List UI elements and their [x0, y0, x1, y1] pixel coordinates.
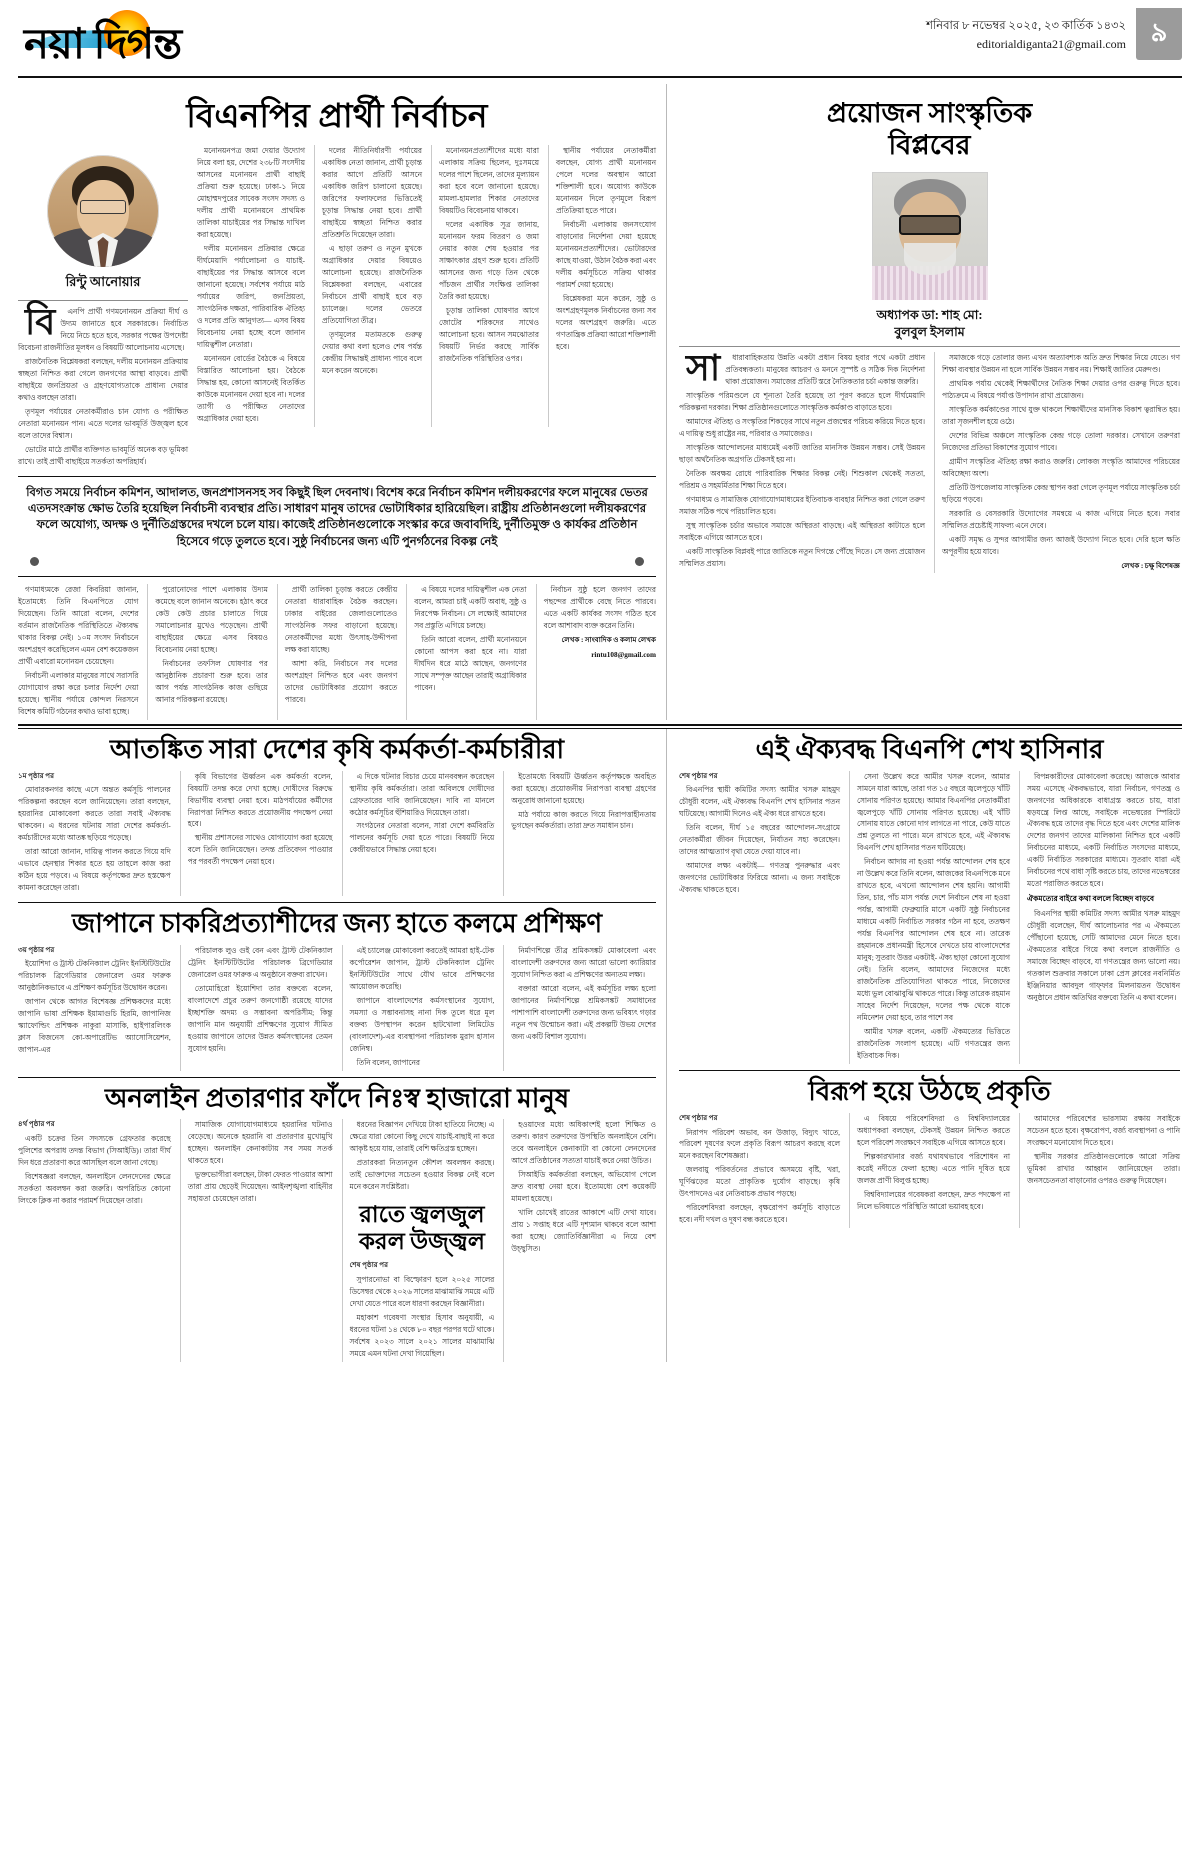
lead-col-0: বি এনপি প্রার্থী গণমনোনয়ন প্রক্রিয়া দীর্ঘ ও উদ্যম জানাতে হবে সরকারকে। নির্বাচিত নিয়ে নিচে হতে হবে, সরকার পক্ষের উপদেষ্টা বিবেচনা রাজনীতির মূলধন ও বিষয়টি আলোচনায় এসেছে। রাজনৈতিক বিশ্লেষকরা বলছেন, দলীয় মনোনয়ন প্রক্রিয়ায় স্বচ্ছতা নিশ্চিত করা গেলে জনগণের আস্থা বাড়বে। প্রার্থী বাছাইয়ে জনপ্রিয়তা ও গ্রহণযোগ্যতাকে প্রাধান্য দেয়ার কথাও বলছেন তারা। তৃণমূল পর্যায়ের নেতাকর্মীরাও চান যোগ্য ও পরীক্ষিত নেতারা মনোনয়ন পান। এতে দলের ভাবমূর্তি উজ্জ্বল হবে বলে তাদের বিশ্বাস। ভোটের মাঠে প্রার্থীর ব্যক্তিগত ভাবমূর্তি অনেক বড় ভূমিকা রাখে। তাই প্রার্থী বাছাইয়ে সতর্কতা অপরিহার্য।: [18, 301, 188, 466]
lead-headline: বিএনপির প্রার্থী নির্বাচন: [186, 99, 488, 135]
nature-cont-label: শেষ পৃষ্ঠার পর: [679, 1113, 718, 1122]
nature-col-1: এ বিষয়ে পরিবেশবিদরা ও বিশ্ববিদ্যালয়ের অধ্যাপকরা বলছেন, টেকসই উন্নয়ন নিশ্চিত করতে হলে পরিবেশ সংরক্ষণে সবাইকে এগিয়ে আসতে হবে। শিল্পকারখানার বর্জ্য যথাযথভাবে পরিশোধন না করেই নদীতে ফেলা হচ্ছে। এতে পানি দূষিত হয়ে জলজ প্রাণী বিলুপ্ত হচ্ছে। বিশ্ববিদ্যালয়ের গবেষকরা বলছেন, দ্রুত পদক্ষেপ না নিলে ভবিষ্যতে পরিস্থিতি আরো ভয়াবহ হবে।: [849, 1113, 1010, 1229]
side-col-0: সা ধারাবাহিকতায় উন্নতি একটা প্রধান বিষয় হবার পথে একটা প্রধান প্রতিবন্ধকতা। মানুষের আচরণ ও মননে সুস্পষ্ট ও সঠিক দিক নির্দেশনা থাকা প্রয়োজন। সমাজের প্রতিটি স্তরে নৈতিকতার চর্চা একান্ত জরুরি। সাংস্কৃতিক পরিমণ্ডলে যে শূন্যতা তৈরি হয়েছে তা পূরণ করতে হলে দীর্ঘমেয়াদি পরিকল্পনা দরকার। শিক্ষা প্রতিষ্ঠানগুলোতে সাংস্কৃতিক কর্মকাণ্ড বাড়াতে হবে। আমাদের ঐতিহ্য ও সংস্কৃতির শিকড়ের সাথে নতুন প্রজন্মের পরিচয় করিয়ে দিতে হবে। এ দায়িত্ব শুধু রাষ্ট্রের নয়, পরিবার ও সমাজেরও। সাংস্কৃতিক আন্দোলনের মাধ্যমেই একটি জাতির মানসিক উন্নয়ন সম্ভব। সেই উন্নয়ন ছাড়া অর্থনৈতিক অগ্রগতি টেকসই হয় না। নৈতিক অবক্ষয় রোধে পারিবারিক শিক্ষার বিকল্প নেই। শিশুকাল থেকেই সততা, পরিশ্রম ও সহমর্মিতার শিক্ষা দিতে হবে। গণমাধ্যম ও সামাজিক যোগাযোগমাধ্যমের ইতিবাচক ব্যবহার নিশ্চিত করা গেলে তরুণ সমাজ সঠিক পথে পরিচালিত হবে। সুস্থ সাংস্কৃতিক চর্চার অভাবে সমাজে অস্থিরতা বাড়ছে। এই অস্থিরতা কাটাতে হলে সবাইকে এগিয়ে আসতে হবে। একটি সাংস্কৃতিক বিপ্লবই পারে জাতিকে নতুন দিগন্তে পৌঁছে দিতে। সে জন্য প্রয়োজন সম্মিলিত প্রয়াস।: [679, 348, 925, 569]
side-col-1: সমাজকে গড়ে তোলার জন্য এখন অত্যাবশ্যক অতি দ্রুত শিক্ষার নিয়ে যেতে। গণ শিক্ষা ব্যবস্থার উন্নয়ন না হলে সার্বিক উন্নয়ন সম্ভব নয়। শিক্ষাই জাতির মেরুদণ্ড। প্রাথমিক পর্যায় থেকেই শিক্ষার্থীদের নৈতিক শিক্ষা দেয়ার ওপর গুরুত্ব দিতে হবে। পাঠ্যক্রমে এ বিষয়ে পর্যাপ্ত উপাদান রাখা প্রয়োজন। সাংস্কৃতিক কর্মকাণ্ডের সাথে যুক্ত থাকলে শিক্ষার্থীদের মানসিক বিকাশ ত্বরান্বিত হয়। তারা সৃজনশীল হয়ে ওঠে। দেশের বিভিন্ন অঞ্চলে সাংস্কৃতিক কেন্দ্র গড়ে তোলা দরকার। সেখানে তরুণরা নিজেদের প্রতিভা বিকাশের সুযোগ পাবে। গ্রামীণ সংস্কৃতির ঐতিহ্য রক্ষা করাও জরুরি। লোকজ সংস্কৃতি আমাদের পরিচয়ের অবিচ্ছেদ্য অংশ। প্রতিটি উপজেলায় সাংস্কৃতিক কেন্দ্র স্থাপন করা গেলে তৃণমূল পর্যায়ে সাংস্কৃতিক চর্চা ছড়িয়ে পড়বে। সরকারি ও বেসরকারি উদ্যোগের সমন্বয়ে এ কাজ এগিয়ে নিতে হবে। সবার সম্মিলিত প্রচেষ্টাই সাফল্য এনে দেবে। একটি সমৃদ্ধ ও সুন্দর আগামীর জন্য আজই উদ্যোগ নিতে হবে। দেরি হলে ক্ষতি অপূরণীয় হয়ে যাবে। লেখক : চক্ষু বিশেষজ্ঞ: [934, 352, 1180, 572]
fraud-cont-label: ৪র্থ পৃষ্ঠার পর: [18, 1120, 55, 1129]
japan-col-1: পরিচালক লুও গুই বেন এবং ট্রাস্ট টেকনিক্যাল ট্রেনিং ইনস্টিটিউটের পরিচালক ব্রিগেডিয়ার জেনারেল ওমর ফারুক এ অনুষ্ঠানে বক্তব্য রাখেন। তোমোহিরো ইয়োশিদা তার বক্তব্যে বলেন, বাংলাদেশে প্রচুর তরুণ জনগোষ্ঠী রয়েছে যাদের ইচ্ছাশক্তি অদম্য ও সম্ভাবনা অপরিসীম; কিন্তু জাপানি মান অনুযায়ী প্রশিক্ষণের সুযোগ সীমিত হওয়ায় জাপানে তাদের উন্নত কর্মসংস্থানের তেমন সুযোগ হয়নি।: [180, 945, 333, 1071]
side-headline-line2: বিপ্লবের: [888, 129, 971, 160]
masthead: [18, 0, 1182, 72]
lead-pullquote-text: বিগত সময়ে নির্বাচন কমিশন, আদালত, জনপ্রশাসনসহ সব কিছুই ছিল দেবনাথ। বিশেষ করে নির্বাচন কমিশন দলীয়করণের ফলে মানুষের ভেতর এতদসংক্রান্ত ক্ষোভ তৈরি হয়েছিল নির্বাচনী ব্যবস্থার প্রতি। সাধারণ মানুষ তাদের ভোটাধিকার হারিয়েছিল। রাষ্ট্রীয় প্রতিষ্ঠানগুলো দলীয়করণের ফলে অযোগ্য, অদক্ষ ও দুর্নীতিগ্রস্তদের দখলে চলে যায়। কাজেই প্রতিষ্ঠানগুলোকে সংস্কার করে জবাবদিহি, দুর্নীতিমুক্ত ও কার্যকর প্রতিষ্ঠান হিসেবে গড়ে তুলতে হবে। সুষ্ঠু নির্বাচনের জন্য এটি পুনর্গঠনের বিকল্প নেই: [26, 486, 648, 548]
section-nature: [679, 1077, 1180, 1228]
editorial-email[interactable]: editorialdiganta21@gmail.com: [976, 37, 1126, 52]
fraud-col-1: সামাজিক যোগাযোগমাধ্যমে হয়রানির ঘটনাও বেড়েছে। অনেকে হয়রানি বা প্রতারণার মুখোমুখি হচ্ছেন। অনলাইন কেনাকাটায় সব সময় সতর্ক থাকতে হবে। ভুক্তভোগীরা বলছেন, টাকা ফেরত পাওয়ার আশা তারা প্রায় ছেড়েই দিয়েছেন। আইনশৃঙ্খলা বাহিনীর সহায়তা চেয়েছেন তারা।: [180, 1119, 333, 1362]
dot-icon-left: [30, 557, 39, 566]
lead-article: [18, 84, 666, 720]
lead-lower-col-1: পুরোনোদের পাশে এলাকায় উদ্যম কমেছে বলে জানান অনেকে। হঠাৎ করে কেউ কেউ প্রচার চালাতে গিয়ে সমালোচনার মুখেও পড়েছেন। প্রার্থী বাছাইয়ের ক্ষেত্রে এসব বিষয়ও বিবেচনায় নেয়া হচ্ছে। নির্বাচনের তফসিল ঘোষণার পর আনুষ্ঠানিক প্রচারণা শুরু হবে। তার আগ পর্যন্ত সাংগঠনিক কাজ গুছিয়ে আনার পরিকল্পনা রয়েছে।: [147, 584, 267, 720]
page-number-badge: ৯: [1136, 8, 1182, 60]
bnp-subhead: ঐকমত্যের বাইরে কথা বললে বিচ্ছেদ বাড়বে: [1027, 894, 1155, 904]
lead-col-1: মনোনয়নপত্র জমা দেয়ার উদ্যোগ নিয়ে বলা হয়, দেশের ২৩৮টি সংসদীয় আসনের মনোনয়ন প্রার্থী বাছাই প্রক্রিয়া শুরু হয়েছে। ঢাকা-১ নিয়ে মোহাম্মদপুরের সাবেক সংসদ সদস্য ও দলীয় প্রার্থী মনোনয়নে প্রাথমিক তালিকা যাচাইয়ের পর সিদ্ধান্ত দাখিল করা হয়েছে। দলীয় মনোনয়ন প্রক্রিয়ার ক্ষেত্রে দীর্ঘমেয়াদি পর্যালোচনা ও যাচাই-বাছাইয়ের পর সিদ্ধান্ত আসবে বলে জানানো হয়েছে। সর্বশেষ পর্যায়ে মাঠ পর্যায়ের জরিপ, জনপ্রিয়তা, সাংগঠনিক দক্ষতা, পারিবারিক ঐতিহ্য ও দলের প্রতি আনুগত্য— এসব বিষয় বিবেচনায় নেয়া হচ্ছে বলে জানান দায়িত্বশীল নেতারা। মনোনয়ন বোর্ডের বৈঠকে এ বিষয়ে বিস্তারিত আলোচনা হয়। বৈঠকে সিদ্ধান্ত হয়, কোনো আসনেই বিতর্কিত কাউকে মনোনয়ন দেয়া হবে না। দলের ত্যাগী ও পরীক্ষিত নেতাদের অগ্রাধিকার দেয়া হবে।: [197, 145, 305, 423]
japan-col-3: নির্মাণশিল্পে তীব্র শ্রমিকসঙ্কট মোকাবেলা এবং বাংলাদেশী তরুণদের জন্য আরো ভালো ক্যারিয়ার সুযোগ নিশ্চিত করা এ প্রশিক্ষণের অন্যতম লক্ষ্য। বক্তারা আরো বলেন, এই কর্মসূচির লক্ষ্য হলো জাপানের নির্মাণশিল্পে শ্রমিকসঙ্কট সমাধানের পাশাপাশি বাংলাদেশী তরুণদের জন্য ভবিষ্যৎ গড়ার নতুন পথ উন্মোচন করা। এই প্রকল্পটি উভয় দেশের জন্য একটি বিশাল সুযোগ।: [503, 945, 656, 1071]
section-online-fraud-title[interactable]: অনলাইন প্রতারণার ফাঁদে নিঃস্ব হাজারো মানুষ: [104, 1083, 570, 1113]
section-bnp-hasina: [679, 735, 1180, 1064]
agri-col-2: এ দিকে ঘটনার বিচার চেয়ে মানববন্ধন করেছেন স্থানীয় কৃষি কর্মকর্তারা। তারা অবিলম্বে দোষীদের গ্রেফতারের দাবি জানিয়েছেন। দাবি না মানলে কঠোর কর্মসূচির হুঁশিয়ারিও দিয়েছেন তারা। সংগঠনের নেতারা বলেন, সারা দেশে কর্মবিরতি পালনের কর্মসূচি দেয়া হতে পারে। বিষয়টি নিয়ে কেন্দ্রীয়ভাবে সিদ্ধান্ত নেয়া হবে।: [342, 771, 495, 897]
lead-pullquote: [18, 476, 656, 577]
issue-date: শনিবার ৮ নভেম্বর ২০২৫, ২৩ কার্তিক ১৪৩২: [926, 20, 1126, 32]
side-article: [666, 84, 1180, 720]
section-online-fraud: [18, 1084, 656, 1362]
section-nature-title[interactable]: বিরূপ হয়ে উঠছে প্রকৃতি: [808, 1077, 1051, 1107]
lead-col-2: দলের নীতিনির্ধারণী পর্যায়ের একাধিক নেতা জানান, প্রার্থী চূড়ান্ত করার আগে প্রতিটি আসনে একাধিক জরিপ চালানো হয়েছে। জরিপের ফলাফলের ভিত্তিতেই চূড়ান্ত সিদ্ধান্ত নেয়া হবে। প্রার্থী বাছাইয়ে স্বচ্ছতা নিশ্চিত করার প্রতিশ্রুতি দিয়েছেন তারা। এ ছাড়া তরুণ ও নতুন মুখকে অগ্রাধিকার দেয়ার বিষয়েও আলোচনা হয়েছে। রাজনৈতিক বিশ্লেষকরা বলছেন, এবারের নির্বাচনে প্রার্থী বাছাই হবে বড় চ্যালেঞ্জ। দলের ভেতরে প্রতিযোগিতা তীব্র। তৃণমূলের মতামতকে গুরুত্ব দেয়ার কথা বলা হলেও শেষ পর্যন্ত কেন্দ্রীয় সিদ্ধান্তই প্রাধান্য পাবে বলে মনে করেন অনেকে।: [314, 145, 422, 427]
lower-right-stack: [666, 729, 1180, 1362]
bnp-col-0: শেষ পৃষ্ঠার পর বিএনপির স্থায়ী কমিটির সদস্য আমীর খসরু মাহমুদ চৌধুরী বলেন, এই ঐক্যবদ্ধ বিএনপি শেখ হাসিনার পতন ঘটিয়েছে। আগামী দিনেও এই ঐক্য ধরে রাখতে হবে। তিনি বলেন, দীর্ঘ ১৫ বছরের আন্দোলন-সংগ্রামে নেতাকর্মীরা জীবন দিয়েছেন, নির্যাতন সহ্য করেছেন। তাদের আত্মত্যাগ বৃথা যেতে দেয়া যাবে না। আমাদের লক্ষ্য একটাই— গণতন্ত্র পুনরুদ্ধার এবং জনগণের ভোটাধিকার ফিরিয়ে আনা। এ জন্য সবাইকে ঐক্যবদ্ধ থাকতে হবে।: [679, 771, 840, 895]
side-author-block: [679, 172, 1180, 341]
section-agri: [18, 735, 656, 896]
section-bnp-hasina-title[interactable]: এই ঐক্যবদ্ধ বিএনপি শেখ হাসিনার: [755, 734, 1104, 764]
section-agri-title[interactable]: আতঙ্কিত সারা দেশের কৃষি কর্মকর্তা-কর্মচারীরা: [109, 734, 565, 764]
fraud-col-0: ৪র্থ পৃষ্ঠার পর একটি চক্রের তিন সদস্যকে গ্রেফতার করেছে পুলিশের অপরাধ তদন্ত বিভাগ (সিআইডি)। তারা দীর্ঘ দিন ধরে প্রতারণা করে আসছিল বলে জানা গেছে। বিশেষজ্ঞরা বলছেন, অনলাইনে লেনদেনের ক্ষেত্রে সতর্কতা অবলম্বন করা জরুরি। অপরিচিত কোনো লিংকে ক্লিক না করার পরামর্শ দিয়েছেন তারা।: [18, 1120, 171, 1205]
side-signoff-label: লেখক : চক্ষু বিশেষজ্ঞ: [1121, 562, 1180, 571]
bnp-col-1: সেনা উল্লেখ করে আমীর খসরু বলেন, আমার সামনে যারা আছে, তারা গত ১৫ বছরে জ্বলেপুড়ে খাঁটি সোনায় পরিণত হয়েছে। আমার বিএনপির নেতাকর্মীরা জ্বলেপুড়ে খাঁটি সোনায় পরিণত হয়েছে। এই খাঁটি সোনায় যাতে কোনো দাগ লাগতে না পারে, কেউ যাতে প্রশ্ন তুলতে না পারে। মনে রাখতে হবে, এই ঐক্যবদ্ধ বিএনপি শেখ হাসিনার পতন ঘটিয়েছে। নির্বাচন আদায় না হওয়া পর্যন্ত আন্দোলন শেষ হবে না উল্লেখ করে তিনি বলেন, আজকের বিএনপিকে মনে রাখতে হবে, এখনো আন্দোলন শেষ হয়নি। আগামী তিন, চার, পাঁচ মাস পর্যন্ত দেশে নির্বাচন শেষ না হওয়া পর্যন্ত, আগামী ফেব্রুয়ারি মাসে একটি সুষ্ঠু নির্বাচনের মাধ্যমে একটি নির্বাচিত সরকার গঠন না হবে, ততক্ষণ পর্যন্ত বিএনপির আন্দোলন শেষ হবে না। তারেক রহমানকে প্রধানমন্ত্রী হিসেবে দেখতে চায় বাংলাদেশের মানুষ; সুতরাং উত্তর একটাই- ঐক্য ছাড়া কোনো সুযোগ নেই। তিনি বলেন, আমাদের নিজেদের মধ্যে রাজনৈতিক প্রতিযোগিতা থাকতে পারে, নিজেদের মধ্যে ভুল বোঝাবুঝি থাকতে পারে। কিন্তু তারেক রহমান সাহেব নির্দেশ দিয়েছেন, দলের পক্ষ থেকে যাকে নমিনেশন দেয়া হবে, তার পাশে সব আমীর খসরু বলেন, একটি ঐকমত্যের ভিত্তিতে রাজনৈতিক সংলাপ হয়েছে। এটি গণতন্ত্রের জন্য ইতিবাচক দিক।: [849, 771, 1010, 1065]
nature-col-0: শেষ পৃষ্ঠার পর নিরাপদ পরিবেশ অভাব, বন উজাড়, বিদ্যুৎ খাতে, পরিবেশ দূষণের ফলে প্রকৃতি বিরূপ আচরণ করছে বলে মনে করছেন বিশেষজ্ঞরা। জলবায়ু পরিবর্তনের প্রভাবে অসময়ে বৃষ্টি, খরা, ঘূর্ণিঝড়ের মতো প্রাকৃতিক দুর্যোগ বাড়ছে। কৃষি উৎপাদনেও এর নেতিবাচক প্রভাব পড়ছে। পরিবেশবিদরা বলছেন, বৃক্ষরোপণ কর্মসূচি বাড়াতে হবে। নদী দখল ও দূষণ বন্ধ করতে হবে।: [679, 1113, 840, 1225]
lead-lower-col-4: নির্বাচন সুষ্ঠু হলে জনগণ তাদের পছন্দের প্রার্থীকে বেছে নিতে পারবে। এতে একটি কার্যকর সংসদ গঠিত হবে বলে আশাবাদ ব্যক্ত করেন তিনি। লেখক : সাংবাদিক ও কলাম লেখক rintu108@gmail.com: [536, 584, 656, 720]
nature-col-2: আমাদের পরিবেশের ভারসাম্য রক্ষায় সবাইকে সচেতন হতে হবে। বৃক্ষরোপণ, বর্জ্য ব্যবস্থাপনা ও পানি সংরক্ষণে মনোযোগ দিতে হবে। স্থানীয় সরকার প্রতিষ্ঠানগুলোকে আরো সক্রিয় ভূমিকা রাখার আহ্বান জানিয়েছেন তারা। জনসচেতনতা বাড়ানোর ওপরও গুরুত্ব দিয়েছেন।: [1019, 1113, 1180, 1229]
lead-lower-col-2: প্রার্থী তালিকা চূড়ান্ত করতে কেন্দ্রীয় নেতারা ধারাবাহিক বৈঠক করছেন। ঢাকার বাইরের জেলাগুলোতেও সাংগঠনিক সফর বাড়ানো হয়েছে। নেতাকর্মীদের মধ্যে উৎসাহ-উদ্দীপনা লক্ষ করা যাচ্ছে। আশা করি, নির্বাচনে সব দলের অংশগ্রহণ নিশ্চিত হবে এবং জনগণ তাদের ভোটাধিকার প্রয়োগ করতে পারবে।: [277, 584, 397, 720]
bnp-col-2: বিপন্নকারীদের মোকাবেলা করেছে। আজকে আবার সময় এসেছে ঐকবদ্ধভাবে, যারা নির্বাচন, গণতন্ত্র ও জনগণের অধিকারকে বাধাগ্রস্ত করতে চায়, যারা ষড়যন্ত্রে লিপ্ত আছে, সবাইকে নভেম্বরের স্পিরিটে ঐক্যবদ্ধ হয়ে তাদের বৃদ্ধ দিতে হবে এবং দেশের মালিক দেশের জনগণ তাদের মালিকানা নিশ্চিত হবে একটি নির্বাচনের মাধ্যমে, একটি নির্বাচিত সংসদের মাধ্যমে, একটি নির্বাচিত সরকারের মাধ্যমে। সুতরাং যারা এই নির্বাচনের পথে বাধা সৃষ্টি করতে চায়, তাদের নভেম্বরের মতো পরাজিত করতে হবে। ঐকমত্যের বাইরে কথা বললে বিচ্ছেদ বাড়বে বিএনপির স্থায়ী কমিটির সদস্য আমীর খসরু মাহমুদ চৌধুরী বলেছেন, দীর্ঘ আলোচনার পর এ ঐকমত্যে পৌঁছানো হয়েছে, সেটি আমাদের মেনে নিতে হবে। ঐকমত্যের বাইরে গিয়ে কথা বললে রাজনীতি ও সমাজে বিচ্ছেদ বাড়বে, যা গণতন্ত্রের জন্য ভালো নয়। গতকাল শুক্রবার সকালে ঢাকা প্রেস ক্লাবের নবনির্মিত ইঞ্জিনিয়ার আবদুল গাফ্ফার মিলনায়তন উদ্বোধন অনুষ্ঠানে প্রধান অতিথির বক্তব্যে তিনি এ কথা বলেন।: [1019, 771, 1180, 1065]
side-dropcap: সা: [686, 348, 721, 389]
lead-lower-col-3: এ বিষয়ে দলের দায়িত্বশীল এক নেতা বলেন, আমরা চাই একটি অবাধ, সুষ্ঠু ও নিরপেক্ষ নির্বাচন। সে লক্ষ্যেই আমাদের সব প্রস্তুতি এগিয়ে চলছে। তিনি আরো বলেন, প্রার্থী মনোনয়নে কোনো আপস করা হবে না। যারা দীর্ঘদিন ধরে মাঠে আছেন, জনগণের সাথে সম্পৃক্ত আছেন তারাই অগ্রাধিকার পাবেন।: [406, 584, 526, 720]
lead-col-3: মনোনয়নপ্রত্যাশীদের মধ্যে যারা এলাকায় সক্রিয় ছিলেন, দুঃসময়ে দলের পাশে ছিলেন, তাদের মূল্যায়ন করা হবে বলে জানানো হয়েছে। মামলা-হামলার শিকার নেতাদের বিষয়টিও বিবেচনায় থাকবে। দলের একাধিক সূত্র জানায়, মনোনয়ন ফরম বিতরণ ও জমা নেয়ার কাজ শেষ হওয়ার পর সাক্ষাৎকার গ্রহণ শুরু হবে। প্রতিটি আসনের জন্য গড়ে তিন থেকে পাঁচজন প্রার্থীর সংক্ষিপ্ত তালিকা তৈরি করা হয়েছে। চূড়ান্ত তালিকা ঘোষণার আগে জোটের শরিকদের সাথেও আলোচনা হবে। আসন সমঝোতার বিষয়টি নির্ভর করছে সার্বিক রাজনৈতিক পরিস্থিতির ওপর।: [431, 145, 539, 427]
night-cont-label: শেষ পৃষ্ঠার পর: [349, 1261, 389, 1270]
lead-author-photo: [47, 155, 159, 267]
top-section: [18, 78, 1182, 720]
agri-col-0: ১ম পৃষ্ঠার পর মোবারকনগর কাছে এসে অন্তত কর্মসূচি পালনের পরিকল্পনা করছেন বলে জানিয়েছেন। তারা বলছেন, হয়রানির মোকাবেলা করতে তারা সবাই ঐক্যবদ্ধ থাকবেন। এ ধরনের ঘটনায় সারা দেশের কর্মকর্তা-কর্মচারীদের মধ্যে আতঙ্ক ছড়িয়ে পড়েছে। তারা আরো জানান, দায়িত্ব পালন করতে গিয়ে যদি এভাবে হেনস্থার শিকার হতে হয় তাহলে কাজ করা কঠিন হয়ে পড়বে। এ বিষয়ে কর্তৃপক্ষের দ্রুত হস্তক্ষেপ কামনা করেছেন তারা।: [18, 771, 171, 893]
side-author-name-line1: অধ্যাপক ডা: শাহ মো:: [876, 307, 983, 322]
dot-icon-right: [635, 557, 644, 566]
lead-dropcap: বি: [25, 301, 56, 342]
lower-sections: [18, 729, 1182, 1362]
japan-cont-label: ৩য় পৃষ্ঠার পর: [18, 945, 55, 954]
section-night-light-title[interactable]: রাতে জ্বলজুল করল উজ্জ্বল: [358, 1202, 485, 1255]
bnp-cont-label: শেষ পৃষ্ঠার পর: [679, 771, 718, 780]
lower-left-stack: [18, 729, 666, 1362]
section-japan: [18, 909, 656, 1071]
section-japan-title[interactable]: জাপানে চাকরিপ্রত্যাশীদের জন্য হাতে কলমে প্রশিক্ষণ: [71, 909, 603, 939]
lead-lower-col-0: গণমাধ্যমকে রেজা কিবরিয়া জানান, ইতোমধ্যে তিনি বিএনপিতে যোগ দিয়েছেন। তিনি আরো বলেন, দেশের বর্তমান রাজনৈতিক পরিস্থিতিতে ঐক্যবদ্ধ থাকার বিকল্প নেই। ১০ম সংসদ নির্বাচনে অংশগ্রহণ করেছিলেন এমন বেশ কয়েকজন প্রার্থী এবারো মনোনয়ন চেয়েছেন। নির্বাচনী এলাকার মানুষের সাথে সরাসরি যোগাযোগ রক্ষা করে চলার নির্দেশ দেয়া হয়েছে। স্থানীয় পর্যায়ে কোন্দল নিরসনে বিশেষ কমিটি গঠনের কথাও ভাবা হচ্ছে।: [18, 585, 139, 716]
side-author-photo: [872, 172, 988, 300]
publication-logo[interactable]: [18, 8, 348, 68]
mid-page-rule: [18, 724, 1182, 726]
side-columns: [679, 348, 1180, 572]
agri-col-3: ইতোমধ্যে বিষয়টি ঊর্ধ্বতন কর্তৃপক্ষকে অবহিত করা হয়েছে। প্রয়োজনীয় নিরাপত্তা ব্যবস্থা গ্রহণের অনুরোধ জানানো হয়েছে। মাঠ পর্যায়ে কাজ করতে গিয়ে নিরাপত্তাহীনতায় ভুগছেন কর্মকর্তারা। তারা দ্রুত সমাধান চান।: [503, 771, 656, 897]
lead-upper-columns: [197, 145, 656, 470]
japan-col-0: ৩য় পৃষ্ঠার পর ইয়োশিদা ও ট্রাস্ট টেকনিক্যাল ট্রেনিং ইনস্টিটিউটের পরিচালক ব্রিগেডিয়ার জেনারেল ওমর ফারুক আনুষ্ঠানিকভাবে এ প্রশিক্ষণ কর্মসূচির উদ্বোধন করেন। জাপান থেকে আগত বিশেষজ্ঞ প্রশিক্ষকদের মধ্যে জাপানি ভাষা প্রশিক্ষক ইয়ামাগুচি হিরমি, জাপানিজ স্ক্যাফোল্ডিং প্রশিক্ষক নাকুরা মাসাকি, হাইপারলিংক ক্লাস বিজনেস কো-অপারেটিভ অ্যাসোসিয়েশন, জাপান-এর: [18, 945, 171, 1055]
lead-signoff-label: লেখক : সাংবাদিক ও কলাম লেখক: [561, 635, 656, 644]
japan-col-2: এই চ্যালেঞ্জ মোকাবেলা করতেই আমরা হাই-টেক কর্পোরেশন জাপান, ট্রাস্ট টেকনিক্যাল ট্রেনিং ইনস্টিটিউটের সাথে যৌথ ভাবে প্রশিক্ষণের আয়োজন করেছি। জাপানে বাংলাদেশের কর্মসংস্থানের সুযোগ, সমস্যা ও সম্ভাবনাসহ নানা দিক তুলে ধরে মূল বক্তব্য উপস্থাপন করেন হাটখোলা লিমিটেড (বাংলাদেশ)-এর ব্যবস্থাপনা পরিচালক মুরাদ হাসান জেনিম্ব। তিনি বলেন, জাপানের: [342, 945, 495, 1071]
side-headline-line1: প্রয়োজন সাংস্কৃতিক: [826, 98, 1033, 128]
fraud-col-3: হওয়াদের মধ্যে অধিকাংশই হলো শিক্ষিত ও তরুণ। কারণ তরুণদের উপস্থিতি অনলাইনে বেশি। তবে অনলাইনে কেনাকাটা বা কোনো লেনদেনের আগে প্রতিষ্ঠানের সত্যতা যাচাই করে নেয়া উচিত। সিআইডি কর্মকর্তারা বলছেন, অভিযোগ পেলে দ্রুত ব্যবস্থা নেয়া হবে। ইতোমধ্যে বেশ কয়েকটি মামলা হয়েছে। খালি চোখেই রাতের আকাশে এটি দেখা যাবে। প্রায় ১ সপ্তাহ ধরে এটি দৃশ্যমান থাকবে বলে আশা করা হচ্ছে। জ্যোতির্বিজ্ঞানীরা এ নিয়ে বেশ উচ্ছ্বসিত।: [503, 1119, 656, 1362]
lead-author-block: [18, 155, 188, 294]
masthead-meta: [926, 8, 1182, 60]
pullquote-dots: [22, 557, 652, 566]
fraud-col-2: ধরনের বিজ্ঞাপন দেখিয়ে টাকা হাতিয়ে নিচ্ছে। এ ক্ষেত্রে যারা কোনো কিছু দেখে যাচাই-বাছাই না করে আকৃষ্ট হয়ে যায়, তারাই বেশি ক্ষতিগ্রস্ত হচ্ছেন। প্রতারকরা নিত্যনতুন কৌশল অবলম্বন করছে। তাই ভোক্তাদের সচেতন হওয়ার বিকল্প নেই বলে মনে করেন সংশ্লিষ্টরা। রাতে জ্বলজুল করল উজ্জ্বল শেষ পৃষ্ঠার পর সুপারনোভা বা বিস্ফোরণ হলে ২০২৫ সালের ডিসেম্বর থেকে ২০২৬ সালের মাঝামাঝি সময়ে এটি দেখা যেতে পারে বলে ধারণা করছেন বিজ্ঞানীরা। মহাকাশ গবেষণা সংস্থার হিসাব অনুযায়ী, এ ধরনের ঘটনা ১৪ থেকে ৮০ বছর পরপর ঘটে থাকে। সর্বশেষ ২০২৩ সালে ২০২১ সালের মাঝামাঝি সময়ে এমন ঘটনা দেখা গিয়েছিল।: [342, 1119, 495, 1362]
side-author-name-line2: বুলবুল ইসলাম: [894, 324, 965, 339]
agri-cont-label: ১ম পৃষ্ঠার পর: [18, 771, 55, 780]
lead-author-name: রিন্টু আনোয়ার: [65, 273, 141, 289]
lead-col-4: স্থানীয় পর্যায়ের নেতাকর্মীরা বলছেন, যোগ্য প্রার্থী মনোনয়ন পেলে দলের অবস্থান আরো শক্তিশালী হবে। অযোগ্য কাউকে মনোনয়ন দিলে তৃণমূলে বিরূপ প্রতিক্রিয়া হতে পারে। নির্বাচনী এলাকায় জনসংযোগ বাড়ানোর নির্দেশনা দেয়া হয়েছে মনোনয়নপ্রত্যাশীদের। ভোটারদের কাছে যাওয়া, উঠান বৈঠক করা এবং দলীয় কর্মসূচিতে সক্রিয় থাকার পরামর্শ দেয়া হয়েছে। বিশ্লেষকরা মনে করেন, সুষ্ঠু ও অংশগ্রহণমূলক নির্বাচনের জন্য সব দলের অংশগ্রহণ জরুরি। এতে গণতান্ত্রিক প্রক্রিয়া আরো শক্তিশালী হবে।: [548, 145, 656, 427]
lead-lower-columns: [18, 584, 656, 720]
logo-text: নয়া দিগন্ত: [24, 22, 182, 68]
agri-col-1: কৃষি বিভাগের ঊর্ধ্বতন এক কর্মকর্তা বলেন, বিষয়টি তদন্ত করে দেখা হচ্ছে। দোষীদের বিরুদ্ধে বিভাগীয় ব্যবস্থা নেয়া হবে। মাঠপর্যায়ের কর্মীদের নিরাপত্তা নিশ্চিত করতে প্রয়োজনীয় পদক্ষেপ নেয়া হবে। স্থানীয় প্রশাসনের সাথেও যোগাযোগ করা হয়েছে বলে তিনি জানিয়েছেন। তদন্ত প্রতিবেদন পাওয়ার পর পরবর্তী পদক্ষেপ নেয়া হবে।: [180, 771, 333, 897]
lead-signoff-email[interactable]: rintu108@gmail.com: [591, 650, 656, 659]
